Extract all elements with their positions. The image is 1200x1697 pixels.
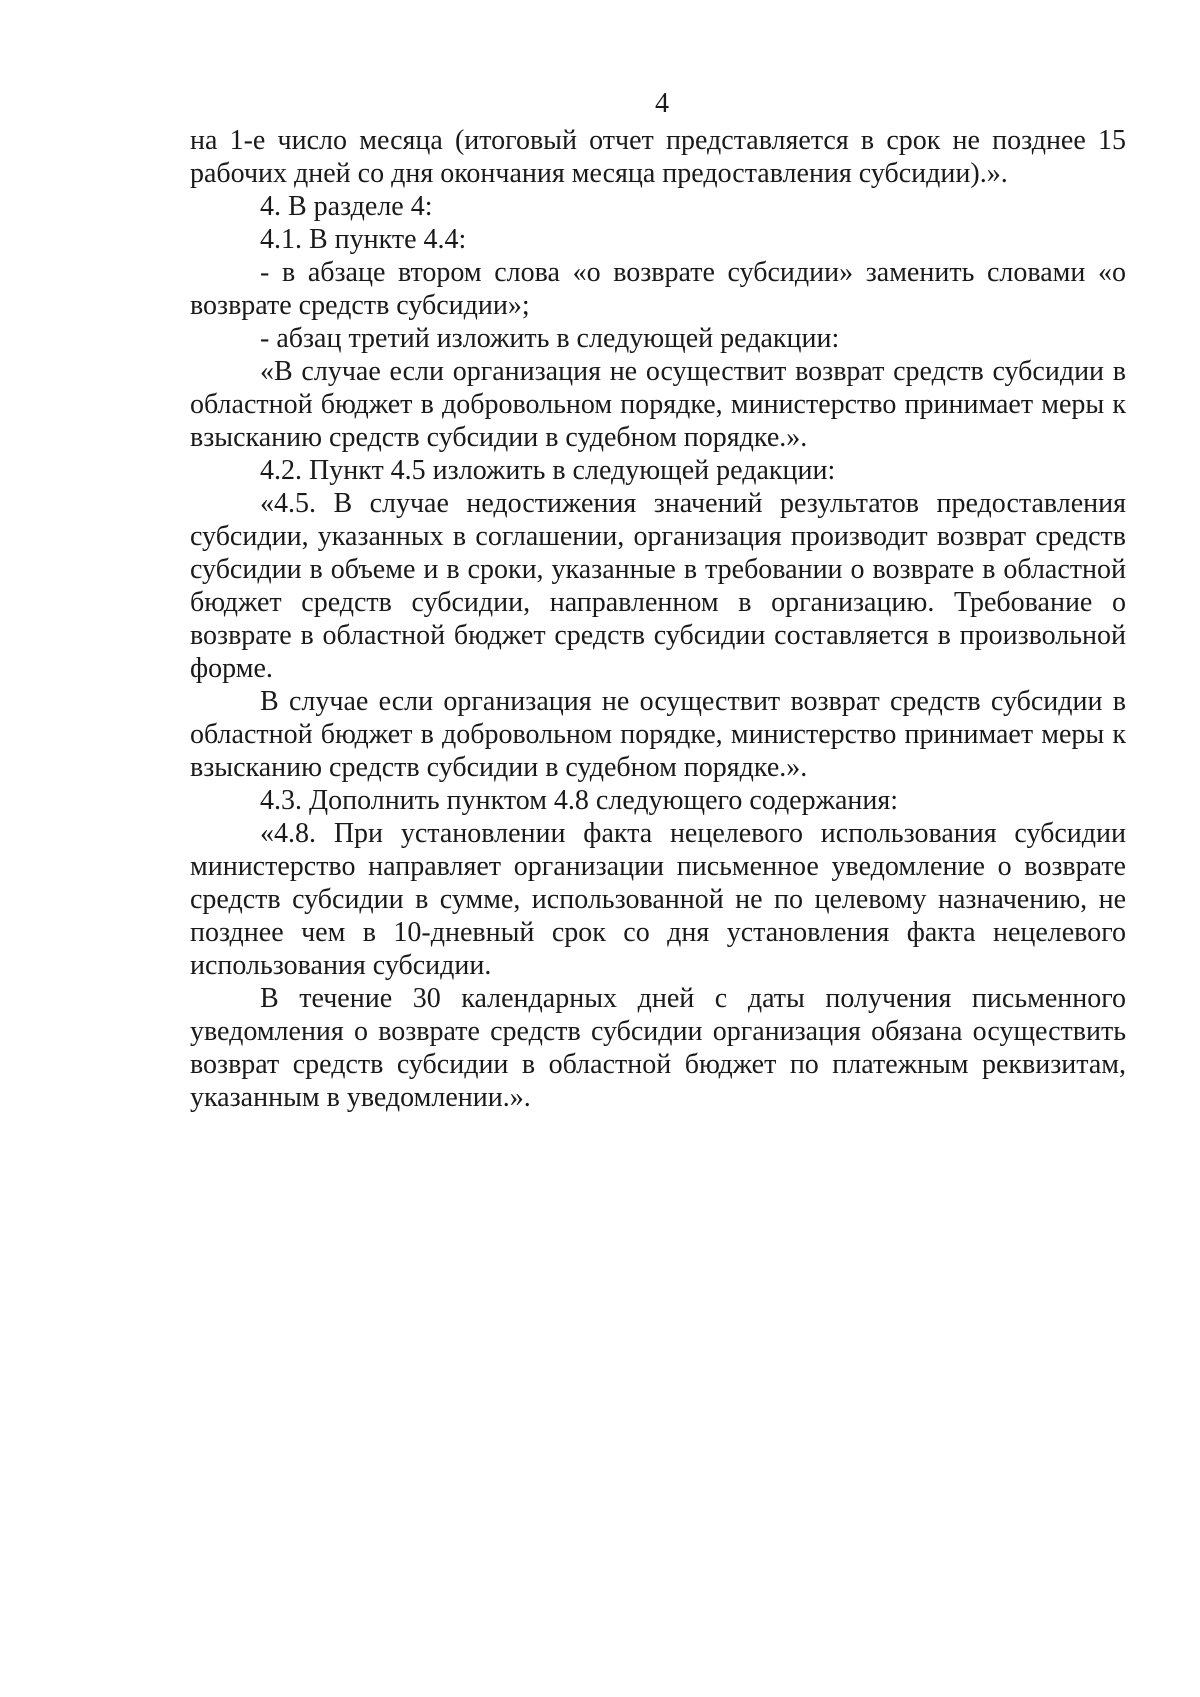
paragraph-item-4-3: 4.3. Дополнить пунктом 4.8 следующего содержания: [260, 785, 899, 816]
paragraph-continuation: на 1-е число месяца (итоговый отчет представляется в срок не позднее 15 рабочих дней со дня окончания месяца предоставления субсидии).». [190, 125, 1126, 189]
paragraph-item-4-1: 4.1. В пункте 4.4: [260, 224, 467, 255]
paragraph-point-4-5-recovery: В случае если организация не осуществит возврат средств субсидии в областной бюджет в добровольном порядке, министерство принимает меры к взысканию средств субсидии в судебном порядке.». [190, 686, 1126, 783]
paragraph-abzac-third: - абзац третий изложить в следующей редакции: [260, 323, 840, 354]
paragraph-item-4-2: 4.2. Пункт 4.5 изложить в следующей редакции: [260, 455, 836, 486]
document-body [190, 124, 1126, 1114]
paragraph-point-4-5: «4.5. В случае недостижения значений результатов предоставления субсидии, указанных в соглашении, организация производит возврат средств субсидии в объеме и в сроки, указанные в требовании о возврате в областной бюджет средств субсидии, направленном в организацию. Требование о возврате в областной бюджет средств субсидии составляется в произвольной форме. [190, 488, 1126, 684]
paragraph-point-4-8: «4.8. При установлении факта нецелевого использования субсидии министерство направляет организации письменное уведомление о возврате средств субсидии в сумме, использованной не по целевому назначению, не позднее чем в 10-дневный срок со дня установления факта нецелевого использования субсидии. [190, 818, 1126, 981]
paragraph-quote-recovery: «В случае если организация не осуществит возврат средств субсидии в областной бюджет в добровольном порядке, министерство принимает меры к взысканию средств субсидии в судебном порядке.». [190, 356, 1126, 453]
paragraph-point-4-8-term: В течение 30 календарных дней с даты получения письменного уведомления о возврате средств субсидии организация обязана осуществить возврат средств субсидии в областной бюджет по платежным реквизитам, указанным в уведомлении.». [190, 983, 1126, 1113]
paragraph-section-4: 4. В разделе 4: [260, 191, 433, 222]
paragraph-abzac-second: - в абзаце втором слова «о возврате субсидии» заменить словами «о возврате средств субсидии»; [190, 257, 1126, 321]
page-number: 4 [655, 88, 669, 119]
